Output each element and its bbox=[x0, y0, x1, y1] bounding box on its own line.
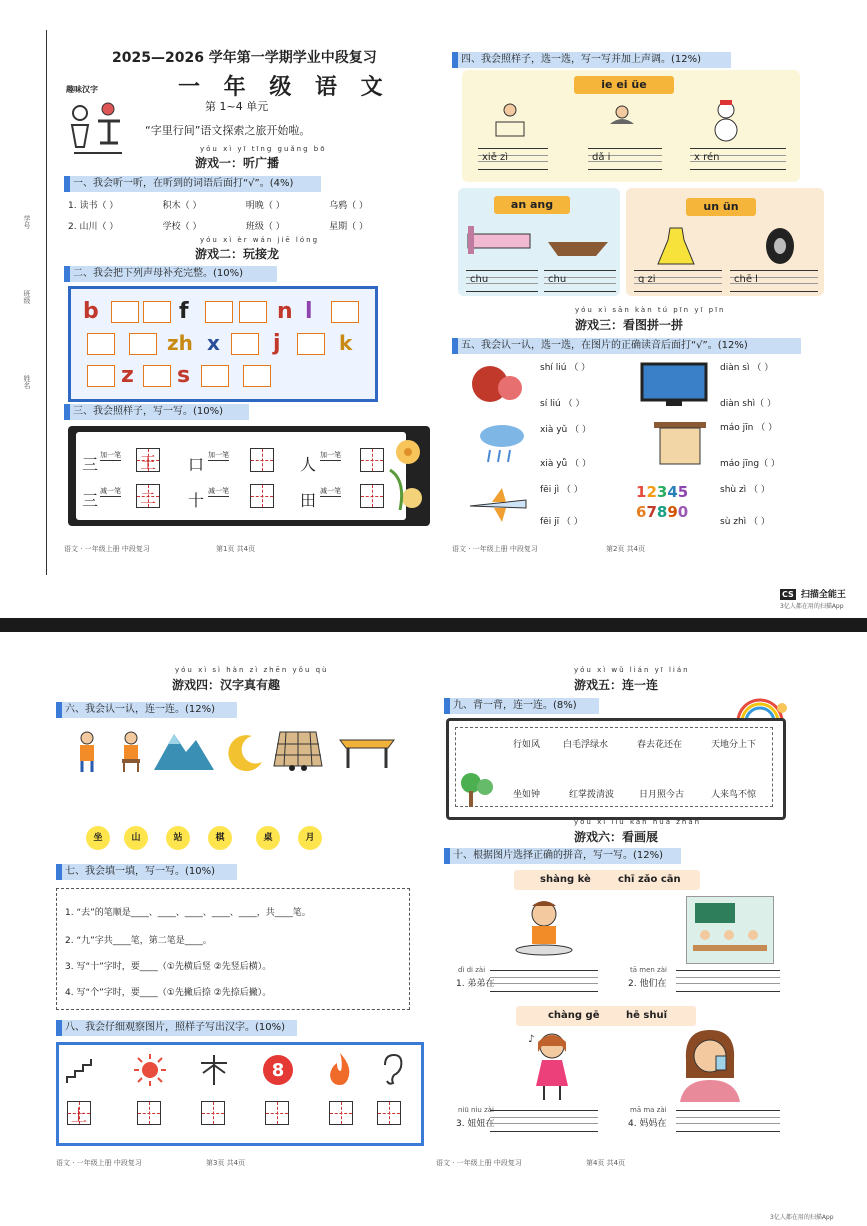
initial-blank[interactable] bbox=[239, 301, 267, 323]
scanner-tagline: 3亿人都在用的扫描App bbox=[780, 603, 844, 610]
q4-answer-hint: x rén bbox=[694, 152, 720, 163]
initial-letter: k bbox=[339, 331, 353, 355]
q4-answer-hint: chu bbox=[470, 274, 489, 285]
q3-writing-box[interactable] bbox=[250, 448, 274, 472]
q6-label: 六、我会认一认，连一连。(12%) bbox=[56, 702, 237, 718]
q3-panel bbox=[68, 426, 430, 526]
svg-text:8: 8 bbox=[271, 1060, 285, 1081]
q9-label: 九、背一背，连一连。(8%) bbox=[444, 698, 599, 714]
margin-label-id: 学号 bbox=[23, 215, 31, 229]
q10-pinyin-3: niū niu zài bbox=[458, 1106, 494, 1114]
sun-icon bbox=[133, 1053, 167, 1087]
q1-option[interactable]: 2. 山川（ ） bbox=[68, 222, 119, 232]
q9-top-phrase[interactable]: 春去花还在 bbox=[637, 740, 683, 750]
q3-label: 三、我会照样子，写一写。(10%) bbox=[64, 404, 249, 420]
initial-letter: j bbox=[273, 331, 281, 356]
q6-char[interactable]: 月 bbox=[298, 826, 322, 850]
q10-option: chī zǎo cān bbox=[618, 874, 681, 885]
television-icon bbox=[640, 362, 708, 408]
initial-blank[interactable] bbox=[143, 301, 171, 323]
margin-label-class: 班级 bbox=[23, 290, 31, 304]
airplane-icon bbox=[466, 484, 530, 526]
q4-answer-line[interactable] bbox=[466, 270, 538, 292]
q7-line[interactable]: 1. “去”的笔顺是____、____、____、____、____，共____笔。 bbox=[65, 908, 311, 918]
q3-tag: 加一笔 bbox=[320, 451, 341, 459]
q4-answer-line[interactable] bbox=[690, 148, 786, 170]
digit: 0 bbox=[677, 503, 689, 521]
q3-char: 田 bbox=[300, 491, 317, 510]
q4-answer-line[interactable] bbox=[544, 270, 616, 292]
q4-options-banner: un ün bbox=[686, 198, 756, 216]
q1-row-1 bbox=[68, 198, 368, 211]
number-eight-icon bbox=[261, 1053, 295, 1087]
q10-option: chàng gē bbox=[548, 1010, 600, 1021]
q10-option: hē shuǐ bbox=[626, 1010, 668, 1021]
q4-options-banner: ie ei üe bbox=[574, 76, 674, 94]
q1-option[interactable]: 班级（ ） bbox=[245, 222, 285, 232]
q5-option[interactable]: fēi jì （ ） bbox=[540, 485, 583, 495]
initial-blank[interactable] bbox=[297, 333, 325, 355]
sheet-bottom bbox=[0, 640, 867, 1226]
q3-writing-box[interactable] bbox=[136, 448, 160, 472]
ear-icon bbox=[379, 1053, 405, 1087]
q3-tag: 加一笔 bbox=[100, 451, 121, 459]
table-icon bbox=[338, 730, 396, 772]
q3-char: 口 bbox=[188, 455, 205, 474]
q1-option[interactable]: 积木（ ） bbox=[162, 201, 202, 211]
q3-inner bbox=[76, 432, 406, 520]
stairs-icon bbox=[65, 1055, 95, 1085]
students-icon bbox=[691, 927, 769, 959]
initial-letter: z bbox=[121, 363, 134, 388]
game5-pinyin: yóu xì wǔ lián yī lián bbox=[574, 666, 690, 674]
fire-icon bbox=[325, 1051, 355, 1087]
towel-icon bbox=[652, 420, 708, 468]
q3-char: 三 bbox=[82, 455, 99, 474]
q8-panel bbox=[56, 1042, 424, 1146]
q1-option[interactable]: 1. 读书（ ） bbox=[68, 201, 119, 211]
q7-line[interactable]: 2. “九”字共____笔，第二笔是____。 bbox=[65, 936, 212, 946]
q10-pinyin-2: tā men zài bbox=[630, 966, 667, 974]
q3-example-answer: 王 bbox=[140, 453, 157, 472]
game3-pinyin: yóu xì sān kàn tú pīn yī pīn bbox=[575, 306, 726, 314]
q1-option[interactable]: 明晚（ ） bbox=[245, 201, 285, 211]
initial-blank[interactable] bbox=[331, 301, 359, 323]
q8-label: 八、我会仔细观察图片，照样子写出汉字。(10%) bbox=[56, 1020, 297, 1036]
initial-letter: f bbox=[179, 299, 189, 324]
initial-blank[interactable] bbox=[201, 365, 229, 387]
footer-left-p2: 语文 · 一年级上册 中段复习 bbox=[452, 545, 538, 553]
game2-title: 游戏二：玩接龙 bbox=[195, 247, 280, 261]
q6-char[interactable]: 桌 bbox=[256, 826, 280, 850]
exam-title: 2025—2026 学年第一学期学业中段复习 bbox=[112, 50, 377, 66]
q4-answer-line[interactable] bbox=[634, 270, 722, 292]
digit: 4 bbox=[667, 483, 678, 501]
q4-group1-panel bbox=[462, 70, 800, 182]
q8-writing-box[interactable] bbox=[137, 1101, 161, 1125]
initial-blank[interactable] bbox=[243, 365, 271, 387]
q3-example-answer: 二 bbox=[140, 489, 157, 508]
q4-answer-hint: chē l bbox=[734, 274, 758, 285]
q5-option[interactable]: sí liú （ ） bbox=[540, 399, 585, 409]
initial-blank[interactable] bbox=[231, 333, 259, 355]
q10-sentence-4: 4. 妈妈在 bbox=[628, 1119, 667, 1129]
q4-answer-hint: dǎ i bbox=[592, 152, 611, 163]
q7-line[interactable]: 3. 写“十”字时，要____（①先横后竖 ②先竖后横）。 bbox=[65, 962, 272, 972]
q8-writing-box[interactable] bbox=[265, 1101, 289, 1125]
logo-figures-icon bbox=[66, 95, 130, 161]
q3-writing-box[interactable] bbox=[136, 484, 160, 508]
q5-option[interactable]: diàn sì （ ） bbox=[720, 363, 774, 373]
q1-option[interactable]: 星期（ ） bbox=[329, 222, 368, 232]
standing-boy-icon bbox=[74, 730, 100, 774]
q6-char[interactable]: 站 bbox=[166, 826, 190, 850]
flower-icon bbox=[386, 430, 430, 522]
digit: 1 bbox=[636, 483, 647, 501]
q4-answer-hint: chu bbox=[548, 274, 567, 285]
initial-letter: x bbox=[207, 331, 220, 355]
q9-top-phrase[interactable]: 天地分上下 bbox=[711, 740, 757, 750]
scanner-watermark bbox=[780, 582, 846, 610]
q9-top-phrase[interactable]: 行如风 bbox=[513, 740, 541, 750]
scanner-brand: 扫描全能王 bbox=[800, 590, 846, 600]
q5-label: 五、我会认一认，选一选，在图片的正确读音后面打“√”。(12%) bbox=[452, 338, 801, 354]
q10-sentence-3: 3. 妞妞在 bbox=[456, 1119, 495, 1129]
intro-text: “字里行间”语文探索之旅开始啦。 bbox=[145, 124, 311, 137]
writing-child-icon bbox=[490, 100, 530, 140]
game1-pinyin: yóu xì yī tīng guǎng bō bbox=[200, 145, 327, 153]
logo bbox=[66, 84, 130, 164]
game3-title: 游戏三：看图拼一拼 bbox=[575, 318, 684, 332]
bed-icon bbox=[464, 224, 534, 258]
q1-option[interactable]: 学校（ ） bbox=[162, 222, 202, 232]
digit: 6 bbox=[636, 503, 647, 521]
digits-picture bbox=[636, 482, 712, 522]
boat-icon bbox=[546, 236, 610, 260]
q10-pinyin-1: dì di zài bbox=[458, 966, 486, 974]
unit-label: 第 1~4 单元 bbox=[205, 100, 269, 113]
q9-bottom-phrase[interactable]: 坐如钟 bbox=[513, 790, 541, 800]
q10-sentence-1: 1. 弟弟在 bbox=[456, 979, 495, 989]
q5-option[interactable]: sù zhì （ ） bbox=[720, 517, 770, 527]
footer-page-p2: 第2页 共4页 bbox=[606, 545, 646, 553]
binding-line bbox=[46, 30, 47, 575]
q4-answer-hint: xiě zì bbox=[482, 152, 509, 163]
digit: 7 bbox=[646, 503, 657, 521]
q10-options-1 bbox=[514, 870, 700, 890]
sitting-boy-icon bbox=[118, 730, 144, 774]
margin-label-name: 姓名 bbox=[23, 375, 31, 389]
q8-writing-box[interactable] bbox=[201, 1101, 225, 1125]
q4-label: 四、我会照样子，选一选，写一写并加上声调。(12%) bbox=[452, 52, 731, 68]
tire-icon bbox=[762, 226, 798, 266]
q10-pinyin-4: mā ma zài bbox=[630, 1106, 667, 1114]
q10-sentence-2: 2. 他们在 bbox=[628, 979, 667, 989]
q10-options-2 bbox=[516, 1006, 696, 1026]
q3-writing-box[interactable] bbox=[360, 448, 384, 472]
q5-option[interactable]: máo jīn （ ） bbox=[720, 423, 778, 433]
initial-blank[interactable] bbox=[111, 301, 139, 323]
q9-top-phrase[interactable]: 白毛浮绿水 bbox=[563, 740, 609, 750]
q7-label: 七、我会填一填，写一写。(10%) bbox=[56, 864, 237, 880]
q10-answer-line[interactable] bbox=[490, 1110, 598, 1132]
rain-cloud-icon bbox=[476, 422, 530, 468]
q9-bottom-phrase[interactable]: 红掌拨清波 bbox=[569, 790, 615, 800]
q3-char: 十 bbox=[188, 491, 205, 510]
game5-title: 游戏五：连一连 bbox=[574, 678, 659, 692]
subject-title: 一 年 级 语 文 bbox=[178, 75, 391, 100]
q7-box bbox=[56, 888, 410, 1010]
q8-writing-box[interactable] bbox=[377, 1101, 401, 1125]
q4-group3-panel bbox=[626, 188, 824, 296]
chessboard-icon bbox=[272, 728, 324, 772]
svg-text:♪: ♪ bbox=[528, 1034, 535, 1045]
tree-icon bbox=[197, 1051, 231, 1087]
q6-char[interactable]: 坐 bbox=[86, 826, 110, 850]
q3-tag: 加一笔 bbox=[208, 451, 229, 459]
scanner-tagline-bottom: 3亿人都在用的扫描App bbox=[770, 1214, 834, 1221]
initial-letter: s bbox=[177, 363, 191, 388]
game6-pinyin: yóu xì liù kàn huà zhǎn bbox=[574, 818, 702, 826]
q1-label: 一、我会听一听，在听到的词语后面打“√”。(4%) bbox=[64, 176, 321, 192]
q5-option[interactable]: máo jīng（ ） bbox=[720, 459, 780, 469]
footer-page-p1: 第1页 共4页 bbox=[216, 545, 256, 553]
q4-options-banner: an ang bbox=[494, 196, 570, 214]
q8-writing-box[interactable] bbox=[67, 1101, 91, 1125]
moon-icon bbox=[226, 732, 266, 772]
footer-page-p3: 第3页 共4页 bbox=[206, 1159, 246, 1167]
game4-pinyin: yóu xì sì hàn zì zhēn yǒu qù bbox=[175, 666, 329, 674]
q5-option[interactable]: diàn shì（ ） bbox=[720, 399, 777, 409]
q4-answer-line[interactable] bbox=[478, 148, 548, 170]
q8-example-answer: 上 bbox=[71, 1106, 88, 1125]
pomegranate-icon bbox=[468, 362, 526, 404]
q6-char[interactable]: 棋 bbox=[208, 826, 232, 850]
q3-tag: 减一笔 bbox=[320, 487, 341, 495]
q2-label: 二、我会把下列声母补充完整。(10%) bbox=[64, 266, 277, 282]
drinking-woman-icon bbox=[672, 1026, 748, 1104]
initial-blank[interactable] bbox=[87, 333, 115, 355]
q5-option[interactable]: fēi jī （ ） bbox=[540, 517, 583, 527]
q4-answer-line[interactable] bbox=[730, 270, 818, 292]
q5-option[interactable]: xià yǚ （ ） bbox=[540, 459, 591, 469]
q4-group2-panel bbox=[458, 188, 620, 296]
digit: 2 bbox=[646, 483, 657, 501]
footer-left-p4: 语文 · 一年级上册 中段复习 bbox=[436, 1159, 522, 1167]
q3-tag: 减一笔 bbox=[208, 487, 229, 495]
q1-option[interactable]: 乌鸦（ ） bbox=[329, 201, 368, 211]
classroom-picture bbox=[686, 896, 774, 964]
q9-bottom-phrase[interactable]: 日月照今古 bbox=[639, 790, 685, 800]
q10-answer-line[interactable] bbox=[490, 970, 598, 992]
q3-char: 人 bbox=[300, 455, 317, 474]
initials-panel bbox=[68, 286, 378, 402]
initial-letter: zh bbox=[167, 331, 193, 355]
q5-option[interactable]: xià yǔ （ ） bbox=[540, 425, 591, 435]
q7-line[interactable]: 4. 写“个”字时，要____（①先撇后捺 ②先捺后撇）。 bbox=[65, 988, 272, 998]
q5-option[interactable]: shù zì （ ） bbox=[720, 485, 770, 495]
game1-title: 游戏一：听广播 bbox=[195, 156, 280, 170]
q1-row-2 bbox=[68, 219, 368, 232]
q10-option: shàng kè bbox=[540, 874, 591, 885]
digit: 3 bbox=[656, 483, 668, 501]
q4-answer-line[interactable] bbox=[588, 148, 662, 170]
dress-icon bbox=[656, 226, 696, 266]
q10-label: 十、根据图片选择正确的拼音，写一写。(12%) bbox=[444, 848, 681, 864]
game6-title: 游戏六：看画展 bbox=[574, 830, 659, 844]
initial-blank[interactable] bbox=[87, 365, 115, 387]
digit: 5 bbox=[677, 483, 689, 501]
q8-writing-box[interactable] bbox=[329, 1101, 353, 1125]
initial-blank[interactable] bbox=[129, 333, 157, 355]
footer-left-p3: 语文 · 一年级上册 中段复习 bbox=[56, 1159, 142, 1167]
q10-answer-line[interactable] bbox=[676, 970, 780, 992]
mountain-icon bbox=[152, 728, 216, 772]
q9-box bbox=[446, 718, 786, 820]
initial-letter: b bbox=[83, 299, 99, 324]
singing-girl-icon bbox=[520, 1030, 584, 1104]
footer-left-p1: 语文 · 一年级上册 中段复习 bbox=[64, 545, 150, 553]
q5-option[interactable]: shí liú （ ） bbox=[540, 363, 591, 373]
q3-char: 三 bbox=[82, 491, 99, 510]
blackboard-icon bbox=[695, 903, 735, 923]
q3-writing-box[interactable] bbox=[250, 484, 274, 508]
q9-bottom-phrase[interactable]: 人来鸟不惊 bbox=[711, 790, 757, 800]
footer-page-p4: 第4页 共4页 bbox=[586, 1159, 626, 1167]
umbrella-child-icon bbox=[602, 100, 642, 140]
initial-blank[interactable] bbox=[205, 301, 233, 323]
initial-blank[interactable] bbox=[143, 365, 171, 387]
logo-text: 趣味汉字 bbox=[66, 85, 98, 94]
game4-title: 游戏四：汉字真有趣 bbox=[172, 678, 281, 692]
eating-boy-icon bbox=[512, 896, 576, 958]
sheet-divider bbox=[0, 618, 867, 632]
tree-decoration-icon bbox=[457, 769, 497, 809]
initial-letter: l bbox=[305, 299, 313, 324]
q6-char[interactable]: 山 bbox=[124, 826, 148, 850]
initial-letter: n bbox=[277, 299, 293, 324]
snowman-icon bbox=[706, 98, 746, 142]
game2-pinyin: yóu xì èr wán jiē lóng bbox=[200, 236, 320, 244]
digit: 9 bbox=[667, 503, 678, 521]
q3-tag: 减一笔 bbox=[100, 487, 121, 495]
scanner-logo-icon: CS bbox=[782, 590, 794, 599]
digit: 8 bbox=[656, 503, 668, 521]
q3-writing-box[interactable] bbox=[360, 484, 384, 508]
q4-answer-hint: q zi bbox=[638, 274, 656, 285]
q10-answer-line[interactable] bbox=[676, 1110, 780, 1132]
